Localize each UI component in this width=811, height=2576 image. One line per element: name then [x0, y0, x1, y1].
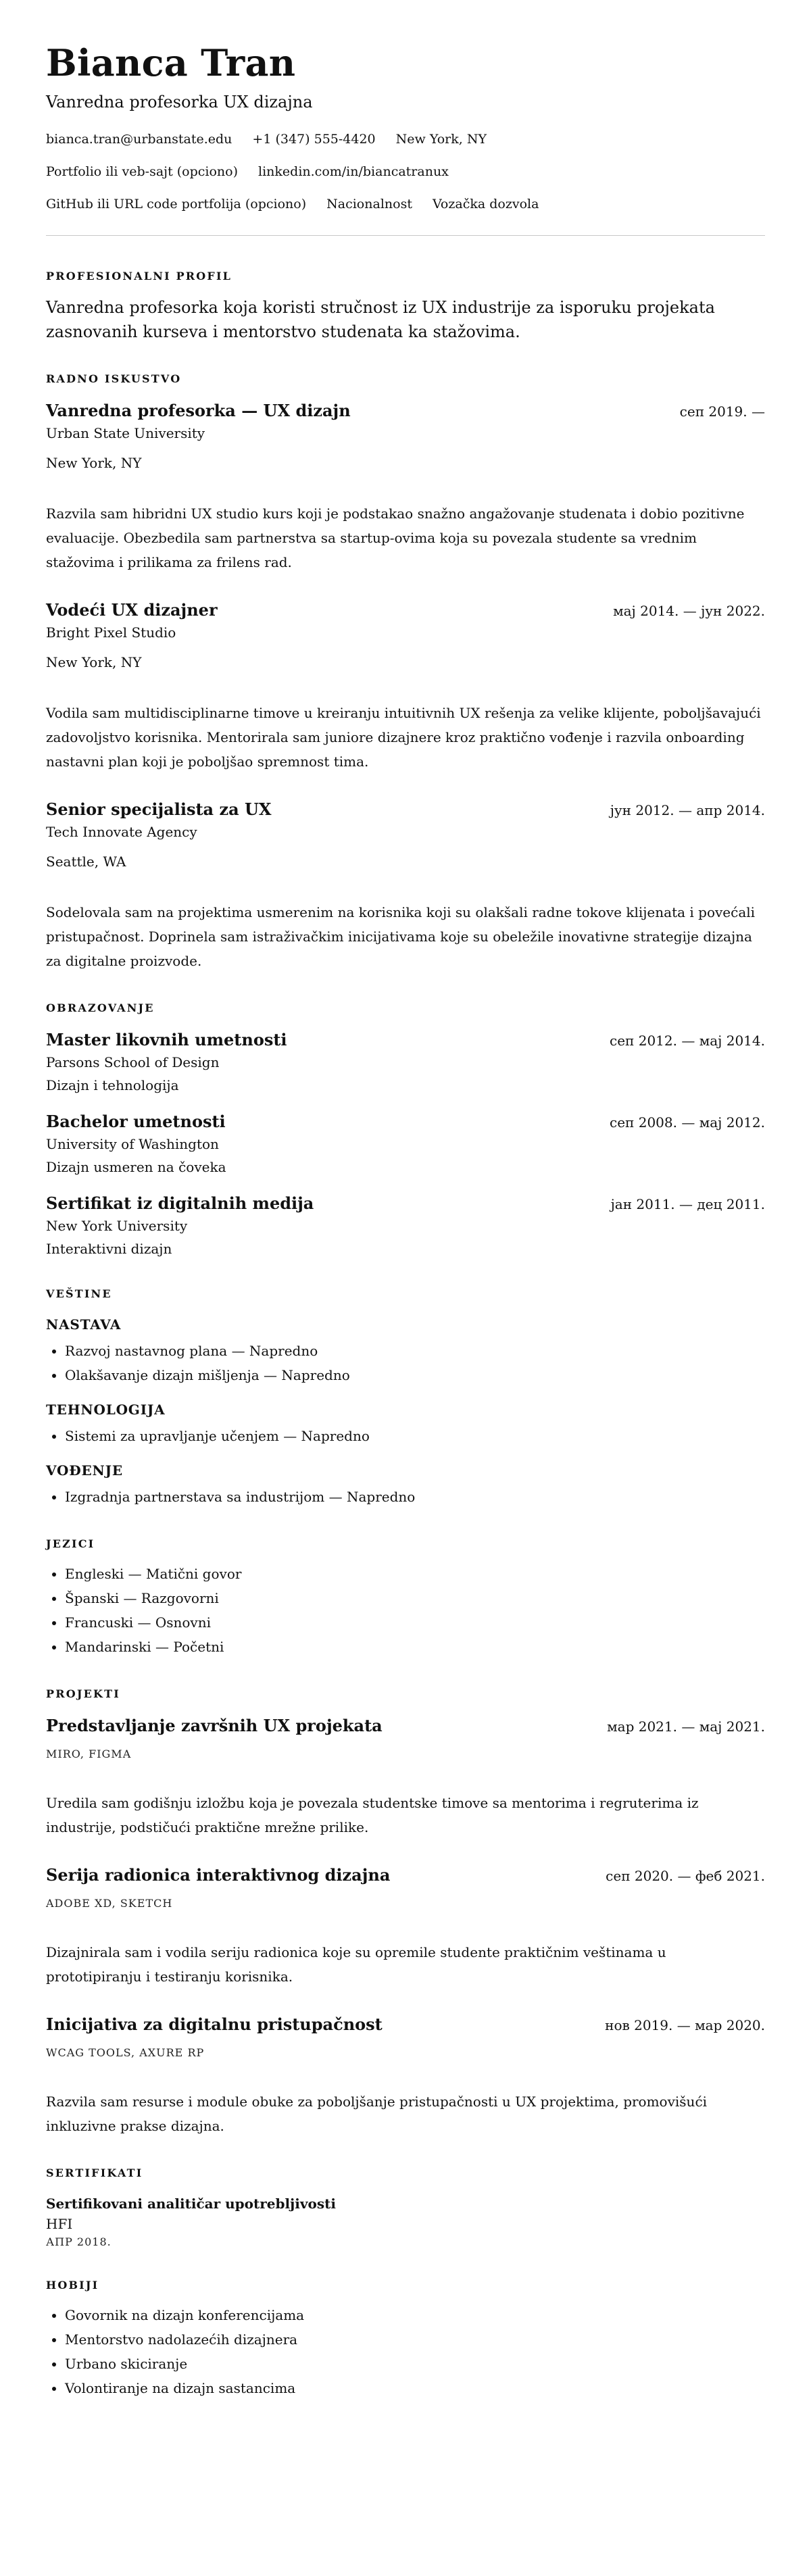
education-section	[46, 1000, 765, 1259]
degree-date: сеп 2008. — мај 2012.	[610, 1114, 765, 1131]
project-item	[46, 2013, 765, 2138]
language-item: • Španski — Razgovorni	[65, 1586, 765, 1610]
project-item	[46, 1714, 765, 1839]
header-divider	[46, 235, 765, 236]
skill-group-title: VOĐENJE	[46, 1462, 123, 1479]
job-company: Tech Innovate Agency	[46, 824, 197, 840]
certification-issuer: HFI	[46, 2216, 73, 2232]
certification-name: Sertifikovani analitičar upotrebljivosti	[46, 2196, 336, 2212]
section-title-projects: PROJEKTI	[46, 1687, 120, 1700]
project-item	[46, 1864, 765, 1989]
job-date: сеп 2019. —	[679, 403, 765, 420]
job-location: Seattle, WA	[46, 853, 126, 870]
degree-date: јан 2011. — дец 2011.	[610, 1196, 765, 1212]
language-list	[46, 1562, 765, 1659]
skill-item: • Razvoj nastavnog plana — Napredno	[65, 1339, 765, 1363]
project-date: нов 2019. — мар 2020.	[605, 2017, 765, 2033]
education-item	[46, 1110, 765, 1177]
education-head	[46, 1110, 765, 1134]
contact-nationality: Nacionalnost	[326, 197, 412, 212]
job-date: јун 2012. — апр 2014.	[610, 802, 765, 818]
project-description: Razvila sam resurse i module obuke za poboljšanje pristupačnosti u UX projektima, promovišući inkluzivne prakse dizajna.	[46, 2094, 708, 2134]
degree-date: сеп 2012. — мај 2014.	[610, 1033, 765, 1049]
experience-head	[46, 599, 765, 622]
language-item: • Engleski — Matični govor	[65, 1562, 765, 1586]
job-date: мај 2014. — јун 2022.	[613, 603, 765, 619]
job-location: New York, NY	[46, 455, 142, 471]
job-description: Vodila sam multidisciplinarne timove u kreiranju intuitivnih UX rešenja za velike klijente, poboljšavajući zadovoljstvo korisnika. Mentorirala sam juniore dizajnere kroz praktično vođenje i razvila onboarding nastavni plan koji je poboljšao spremnost tima.	[46, 705, 761, 770]
contact-portfolio[interactable]: Portfolio ili veb-sajt (opciono)	[46, 164, 239, 179]
experience-item	[46, 798, 765, 973]
skill-list	[46, 1485, 765, 1509]
education-head	[46, 1192, 765, 1216]
skill-group	[46, 1460, 765, 1509]
summary-text: Vanredna profesorka koja koristi stručnost iz UX industrije za isporuku projekata zasnovanih kurseva i mentorstvo studenata ka stažovima.	[46, 298, 715, 341]
experience-head	[46, 399, 765, 423]
contact-phone[interactable]: +1 (347) 555-4420	[252, 132, 376, 147]
skill-group	[46, 1400, 765, 1448]
section-title-skills: VEŠTINE	[46, 1287, 112, 1300]
section-title-experience: RADNO ISKUSTVO	[46, 372, 182, 385]
hobby-item: • Govornik na dizajn konferencijama	[65, 2303, 765, 2327]
project-tools: ADOBE XD, SKETCH	[46, 1897, 173, 1910]
skill-group-title: NASTAVA	[46, 1316, 122, 1333]
contact-row-primary	[46, 130, 765, 149]
degree-field: Dizajn usmeren na čoveka	[46, 1159, 226, 1175]
project-title: Predstavljanje završnih UX projekata	[46, 1716, 383, 1735]
project-head	[46, 2013, 765, 2037]
hobby-item: • Volontiranje na dizajn sastancima	[65, 2376, 765, 2400]
project-date: мар 2021. — мај 2021.	[607, 1718, 765, 1735]
job-title: Senior specijalista za UX	[46, 799, 272, 819]
job-company: Bright Pixel Studio	[46, 624, 176, 641]
candidate-role: Vanredna profesorka UX dizajna	[46, 93, 313, 112]
experience-item	[46, 599, 765, 774]
projects-section	[46, 1686, 765, 2138]
skill-item: • Izgradnja partnerstava sa industrijom — Napredno	[65, 1485, 765, 1509]
school-name: Parsons School of Design	[46, 1054, 220, 1070]
certification-date: АПР 2018.	[46, 2235, 112, 2248]
contact-email[interactable]: bianca.tran@urbanstate.edu	[46, 132, 232, 147]
experience-section	[46, 371, 765, 973]
hobby-item: • Urbano skiciranje	[65, 2352, 765, 2376]
section-title-education: OBRAZOVANJE	[46, 1001, 155, 1014]
skill-group	[46, 1314, 765, 1387]
project-date: сеп 2020. — феб 2021.	[606, 1868, 765, 1884]
school-name: New York University	[46, 1218, 188, 1234]
section-title-hobbies: HOBIJI	[46, 2279, 99, 2292]
degree-title: Bachelor umetnosti	[46, 1112, 226, 1131]
job-title: Vodeći UX dizajner	[46, 600, 218, 620]
contact-row-extra	[46, 195, 765, 214]
contact-row-links	[46, 162, 765, 181]
project-description: Uredila sam godišnju izložbu koja je povezala studentske timove sa mentorima i regruterima iz industrije, podstičući praktične mrežne prilike.	[46, 1795, 699, 1835]
job-title: Vanredna profesorka — UX dizajn	[46, 401, 351, 420]
experience-item	[46, 399, 765, 574]
project-head	[46, 1714, 765, 1738]
school-name: University of Washington	[46, 1136, 219, 1152]
languages-section	[46, 1536, 765, 1659]
skill-item: • Olakšavanje dizajn mišljenja — Napredno	[65, 1363, 765, 1387]
section-title-languages: JEZICI	[46, 1537, 95, 1550]
skill-list	[46, 1339, 765, 1387]
job-description: Sodelovala sam na projektima usmerenim na korisnika koji su olakšali radne tokove klijenata i povećali pristupačnost. Doprinela sam istraživačkim inicijativama koje su obeležile inovativne strategije dizajna za digitalne proizvode.	[46, 904, 756, 969]
summary-section	[46, 268, 765, 344]
hobbies-section	[46, 2277, 765, 2400]
candidate-name: Bianca Tran	[46, 41, 296, 84]
project-title: Inicijativa za digitalnu pristupačnost	[46, 2014, 383, 2034]
contact-github[interactable]: GitHub ili URL code portfolija (opciono)	[46, 197, 307, 212]
certifications-section	[46, 2165, 765, 2250]
experience-head	[46, 798, 765, 822]
project-description: Dizajnirala sam i vodila seriju radionica koje su opremile studente praktičnim veštinama u prototipiranju i testiranju korisnika.	[46, 1944, 666, 1985]
degree-title: Master likovnih umetnosti	[46, 1030, 287, 1049]
education-item	[46, 1029, 765, 1095]
degree-field: Interaktivni dizajn	[46, 1241, 172, 1257]
certification-item	[46, 2194, 765, 2250]
job-location: New York, NY	[46, 654, 142, 670]
section-title-certifications: SERTIFIKATI	[46, 2166, 143, 2179]
language-item: • Francuski — Osnovni	[65, 1610, 765, 1635]
degree-field: Dizajn i tehnologija	[46, 1077, 179, 1093]
job-description: Razvila sam hibridni UX studio kurs koji je podstakao snažno angažovanje studenata i dobio pozitivne evaluacije. Obezbedila sam partnerstva sa startup-ovima koja su povezala studente sa vrednim stažovima i prilikama za frilens rad.	[46, 505, 745, 570]
project-tools: MIRO, FIGMA	[46, 1748, 132, 1760]
project-title: Serija radionica interaktivnog dizajna	[46, 1865, 391, 1885]
language-item: • Mandarinski — Početni	[65, 1635, 765, 1659]
section-title-summary: PROFESIONALNI PROFIL	[46, 270, 232, 282]
contact-linkedin[interactable]: linkedin.com/in/biancatranux	[258, 164, 449, 179]
education-head	[46, 1029, 765, 1052]
job-company: Urban State University	[46, 425, 205, 441]
project-tools: WCAG TOOLS, AXURE RP	[46, 2046, 205, 2059]
contact-location: New York, NY	[395, 132, 487, 147]
skill-group-title: TEHNOLOGIJA	[46, 1402, 166, 1418]
project-head	[46, 1864, 765, 1887]
skill-list	[46, 1424, 765, 1448]
resume-header	[46, 38, 765, 236]
hobby-list	[46, 2303, 765, 2400]
skill-item: • Sistemi za upravljanje učenjem — Napredno	[65, 1424, 765, 1448]
education-item	[46, 1192, 765, 1259]
hobby-item: • Mentorstvo nadolazećih dizajnera	[65, 2327, 765, 2352]
skills-section	[46, 1286, 765, 1509]
contact-license: Vozačka dozvola	[432, 197, 539, 212]
degree-title: Sertifikat iz digitalnih medija	[46, 1193, 314, 1213]
